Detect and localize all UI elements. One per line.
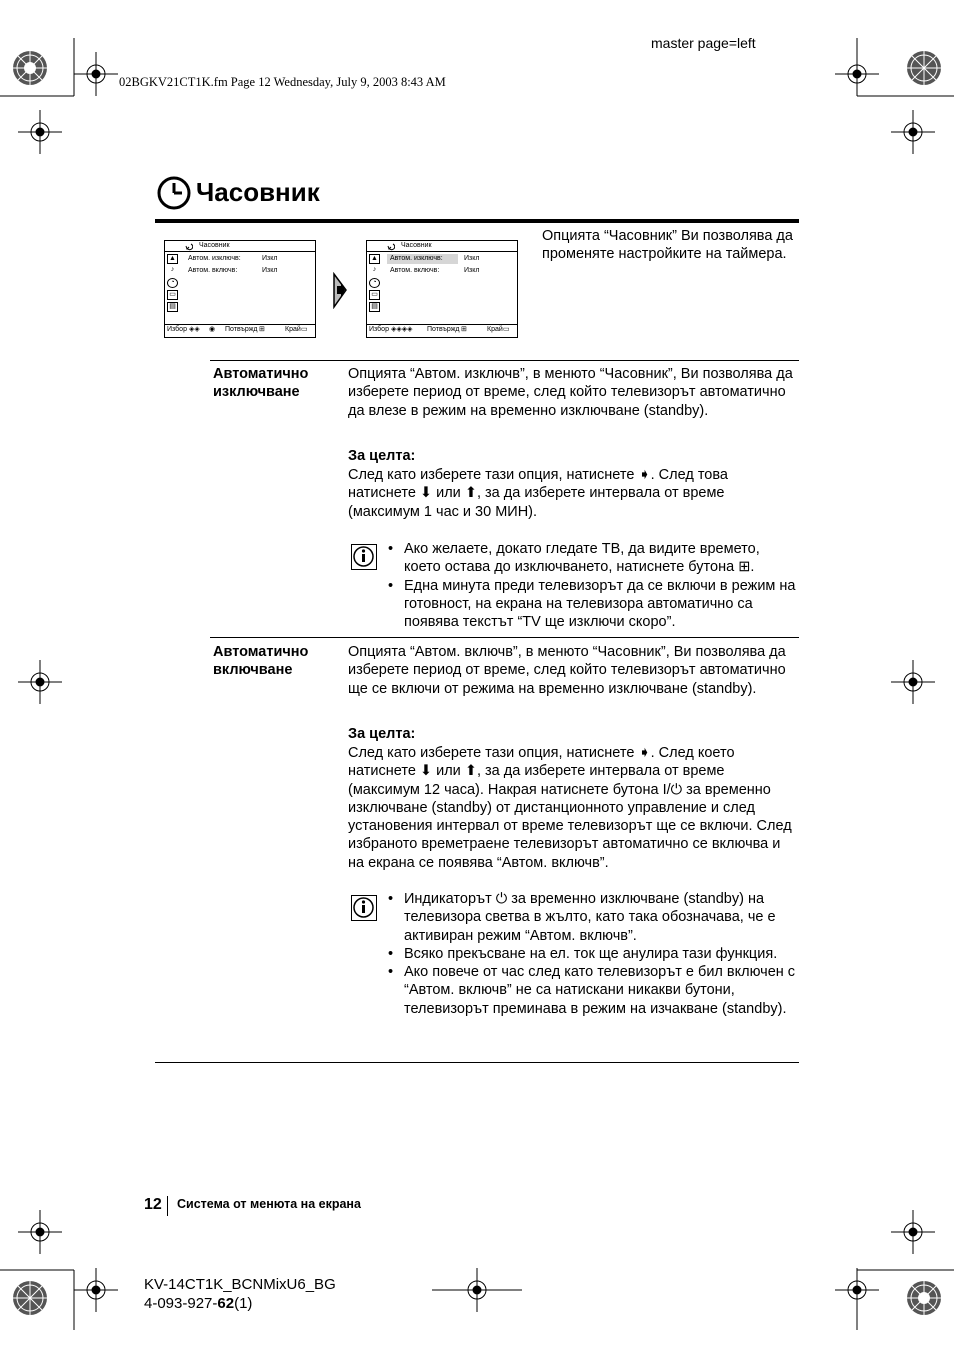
sound-icon: ♪: [372, 266, 377, 273]
tv-icon: ▭: [167, 290, 178, 300]
menu-footer-confirm: Потвържд: [225, 326, 258, 333]
notes-auto-off: [386, 540, 800, 631]
howto-label: За целта:: [348, 448, 416, 464]
howto-auto-off: След като изберете тази опция, натиснете ➧. След това натиснете ⬇ или ⬆, за да изберете интервала от време (максимум 1 час и 30 МИН).: [348, 467, 728, 520]
row-divider: [210, 360, 799, 361]
menu-row-label: Автом. включв:: [188, 267, 238, 274]
notes-auto-on: [386, 890, 800, 1018]
right-arrow-icon: ➧: [638, 745, 651, 761]
menu-title: Часовник: [401, 242, 432, 249]
menu-row-value: Изкл: [262, 267, 278, 274]
toolbox-icon: ▤: [167, 302, 178, 312]
menu-row-label-selected: Автом. изключв:: [390, 255, 443, 262]
sound-icon: ♪: [170, 266, 175, 273]
toolbox-icon: ▤: [369, 302, 380, 312]
confirm-icon: ⊞: [461, 326, 467, 333]
note-item: • Ако желаете, докато гледате ТВ, да видите времето, което остава до изключването, натиснете бутона ⊞.: [404, 540, 800, 577]
term-auto-off: Автоматично изключване: [213, 366, 309, 401]
picture-icon: ▲: [167, 254, 178, 264]
up-down-icon: ◈◈: [189, 326, 200, 333]
menu-button-icon: ▭: [301, 326, 308, 333]
note-item: • Индикаторът ⏻ за временно изключване (standby) на телевизора светва в жълто, като така обозначава, че е активиран режим “Автом. включв”.: [404, 890, 800, 945]
desc-auto-off: Опцията “Автом. изключв”, в менюто “Часовник”, Ви позволява да изберете период от време, след който телевизорът автоматично да влезе в режим на временно изключване (standby).: [348, 366, 793, 419]
menu-footer-select: Избор: [167, 326, 187, 333]
confirm-icon: ⊞: [259, 326, 265, 333]
title-rule: [155, 219, 799, 223]
row-divider: [210, 637, 799, 638]
right-arrow-icon: ➧: [638, 467, 651, 483]
menu-footer-select: Избор: [369, 326, 389, 333]
menu-row-value: Изкл: [262, 255, 278, 262]
footer-section-name: Система от менюта на екрана: [177, 1197, 361, 1211]
clock-icon: [157, 176, 191, 210]
menu-footer-end: Край: [487, 326, 503, 333]
down-arrow-icon: ⬇: [419, 485, 433, 502]
menu-footer-confirm: Потвържд: [427, 326, 460, 333]
part-number: 4-093-927-62(1): [144, 1295, 253, 1312]
section-end-rule: [155, 1062, 799, 1063]
menu-row-value: Изкл: [464, 267, 480, 274]
master-page-label: master page=left: [651, 35, 756, 51]
menu-row-value: Изкл: [464, 255, 480, 262]
display-button-icon: ⊞: [738, 559, 751, 576]
file-info-line: 02BGKV21CT1K.fm Page 12 Wednesday, July 9, 2003 8:43 AM: [119, 75, 446, 89]
up-arrow-icon: ⬆: [464, 763, 477, 780]
footer-divider: [167, 1196, 168, 1216]
section-intro: Опцията “Часовник” Ви позволява да променяте настройките на таймера.: [542, 228, 793, 263]
desc-auto-on: Опцията “Автом. включв”, в менюто “Часовник”, Ви позволява да изберете период от време, след който телевизорът автоматично ще се включи от режима на временно изключване (standby).: [348, 644, 786, 697]
clock-icon: ◔: [167, 278, 178, 288]
down-arrow-icon: ⬇: [419, 763, 433, 780]
menu-screen-after: [366, 240, 518, 338]
section-title: Часовник: [196, 177, 320, 207]
howto-auto-on: След като изберете тази опция, натиснете ➧. След което натиснете ⬇ или ⬆, за да изберете интервала от време (максимум 12 часа). Накрая натиснете бутона I/⏻ за временно изключване (standby) от дистанционното управление и след установения интервал от време телевизорът ще се включи. След избраното времетраене телевизорът автоматично се включва и на екрана се появява “Автом. включв”.: [348, 745, 792, 871]
ok-icon: ◉: [209, 326, 216, 333]
howto-label: За целта:: [348, 726, 416, 742]
return-icon: [185, 243, 193, 251]
page-number: 12: [144, 1196, 162, 1213]
clock-icon: ◔: [369, 278, 380, 288]
note-item: • Всяко прекъсване на ел. ток ще анулира тази функция.: [404, 945, 800, 963]
menu-button-icon: ▭: [503, 326, 510, 333]
menu-screen-before: [164, 240, 316, 338]
standby-indicator-icon: ⏻: [495, 891, 508, 907]
note-item: • Ако повече от час след като телевизорът е бил включен с “Автом. включв” не са натискани никакви бутони, телевизорът преминава в режим на изчакване (standby).: [404, 963, 800, 1018]
note-item: • Една минута преди телевизорът да се включи в режим на готовност, на екрана на телевизора автоматично са появява текстът “TV ще изключи скоро”.: [404, 577, 800, 632]
menu-title: Часовник: [199, 242, 230, 249]
info-icon: [351, 895, 377, 921]
four-way-icon: ◈◈◈◈: [391, 326, 413, 333]
power-standby-icon: I/⏻: [662, 781, 683, 798]
return-icon: [387, 243, 395, 251]
up-arrow-icon: ⬆: [464, 485, 477, 502]
model-code: KV-14CT1K_BCNMixU6_BG: [144, 1276, 336, 1293]
term-auto-on: Автоматично включване: [213, 644, 309, 679]
next-step-arrow-icon: [332, 272, 349, 309]
menu-footer-end: Край: [285, 326, 301, 333]
tv-icon: ▭: [369, 290, 380, 300]
menu-row-label: Автом. изключв:: [188, 255, 241, 262]
info-icon: [351, 544, 377, 570]
menu-row-label: Автом. включв:: [390, 267, 440, 274]
picture-icon: ▲: [369, 254, 380, 264]
